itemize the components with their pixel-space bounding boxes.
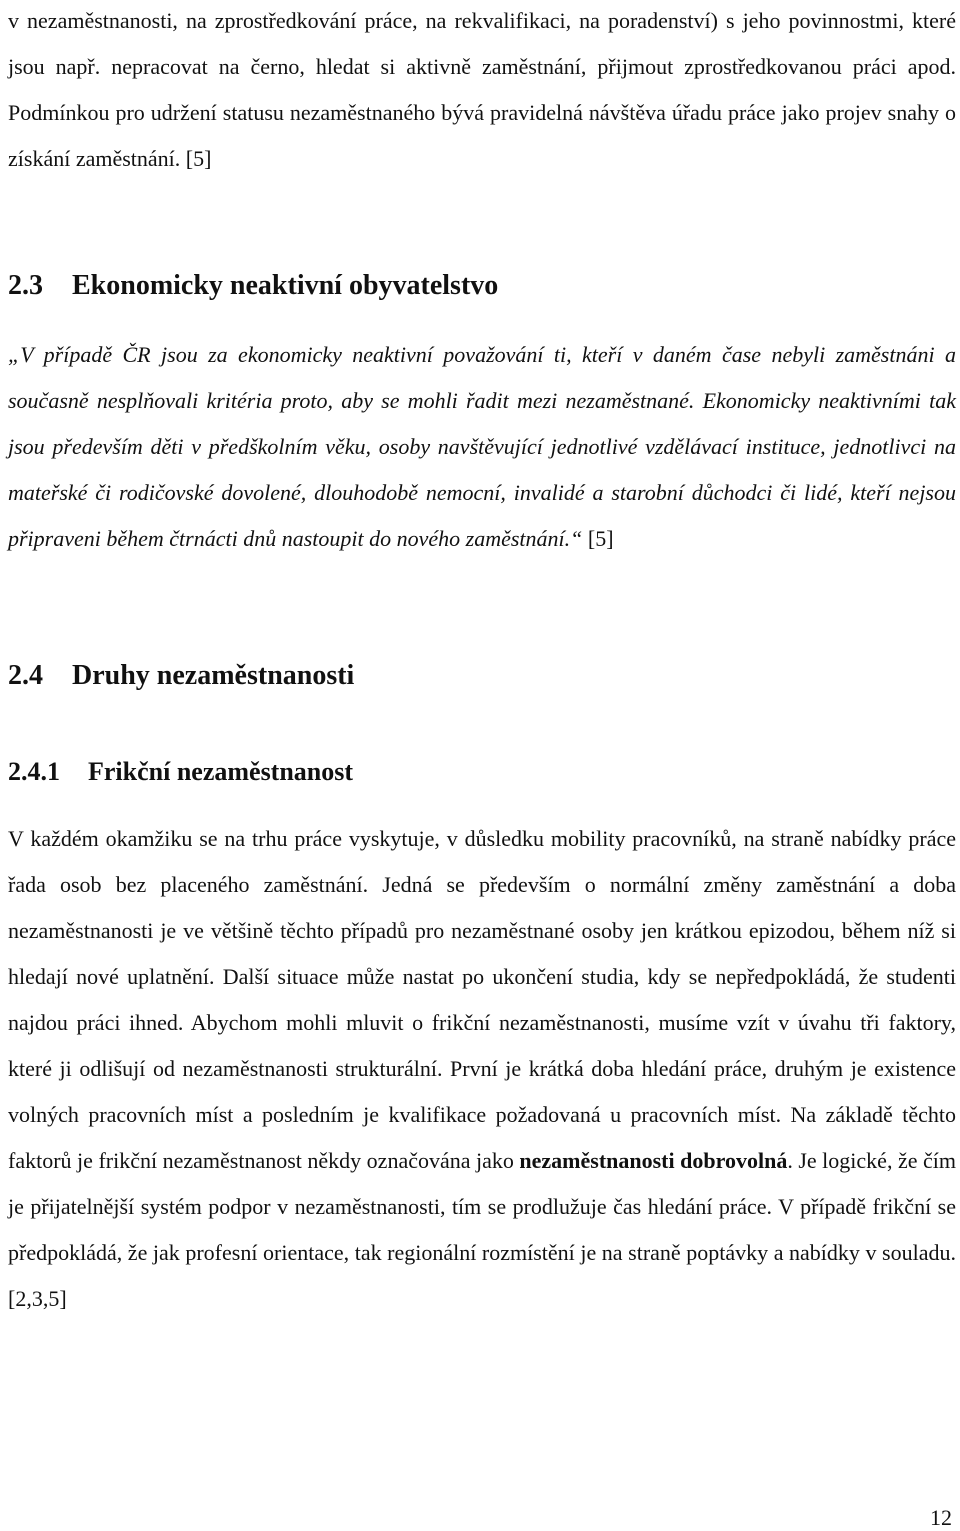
quote-text: „V případě ČR jsou za ekonomicky neaktivní považování ti, kteří v daném čase nebyli zaměstnáni a současně nesplňovali kritéria proto, aby se mohli řadit mezi nezaměstnané. Ekonomicky neaktivními tak jsou především děti v předškolním věku, osoby navštěvující jednotlivé vzdělávací instituce, jednotlivci na mateřské či rodičovské dovolené, dlouhodobě nemocní, invalidé a starobní důchodci či lidé, kteří nejsou připraveni během čtrnácti dnů nastoupit do nového zaměstnání.“: [8, 342, 956, 551]
body-text-part-2: . Je logické, že čím je přijatelnější systém podpor v nezaměstnanosti, tím se prodlužuje čas hledání práce. V případě frikční se předpokládá, že jak profesní orientace, tak regionální rozmístění je na straně poptávky a nabídky v souladu. [2,3,5]: [8, 1148, 956, 1311]
body-paragraph: [8, 816, 956, 1322]
section-title: Druhy nezaměstnanosti: [72, 660, 355, 691]
section-number: 2.4.1: [8, 757, 60, 786]
page-number: 12: [930, 1505, 952, 1530]
section-title: Ekonomicky neaktivní obyvatelstvo: [72, 270, 499, 301]
section-heading-2-4-1: [8, 754, 353, 790]
section-number: 2.4: [8, 660, 43, 691]
body-text-part-1: V každém okamžiku se na trhu práce vyskytuje, v důsledku mobility pracovníků, na straně nabídky práce řada osob bez placeného zaměstnání. Jedná se především o normální změny zaměstnání a doba nezaměstnanosti je ve většině těchto případů pro nezaměstnané osoby jen krátkou epizodou, během níž si hledají nové uplatnění. Další situace může nastat po ukončení studia, kdy se nepředpokládá, že studenti najdou práci ihned. Abychom mohli mluvit o frikční nezaměstnanosti, musíme vzít v úvahu tři faktory, které ji odlišují od nezaměstnanosti strukturální. První je krátká doba hledání práce, druhým je existence volných pracovních míst a posledním je kvalifikace požadovaná u pracovních míst. Na základě těchto faktorů je frikční nezaměstnanost někdy označována jako: [8, 826, 956, 1173]
section-heading-2-4: [8, 658, 354, 694]
section-heading-2-3: [8, 268, 498, 304]
section-number: 2.3: [8, 270, 43, 301]
intro-paragraph: v nezaměstnanosti, na zprostředkování práce, na rekvalifikaci, na poradenství) s jeho povinnostmi, které jsou např. nepracovat na černo, hledat si aktivně zaměstnání, přijmout zprostředkovanou práci apod. Podmínkou pro udržení statusu nezaměstnaného bývá pravidelná návštěva úřadu práce jako projev snahy o získání zaměstnání. [5]: [8, 8, 956, 171]
section-title: Frikční nezaměstnanost: [88, 757, 354, 786]
quote-paragraph: [8, 332, 956, 562]
bold-term: nezaměstnanosti dobrovolná: [519, 1148, 788, 1173]
quote-citation: [5]: [587, 526, 614, 551]
